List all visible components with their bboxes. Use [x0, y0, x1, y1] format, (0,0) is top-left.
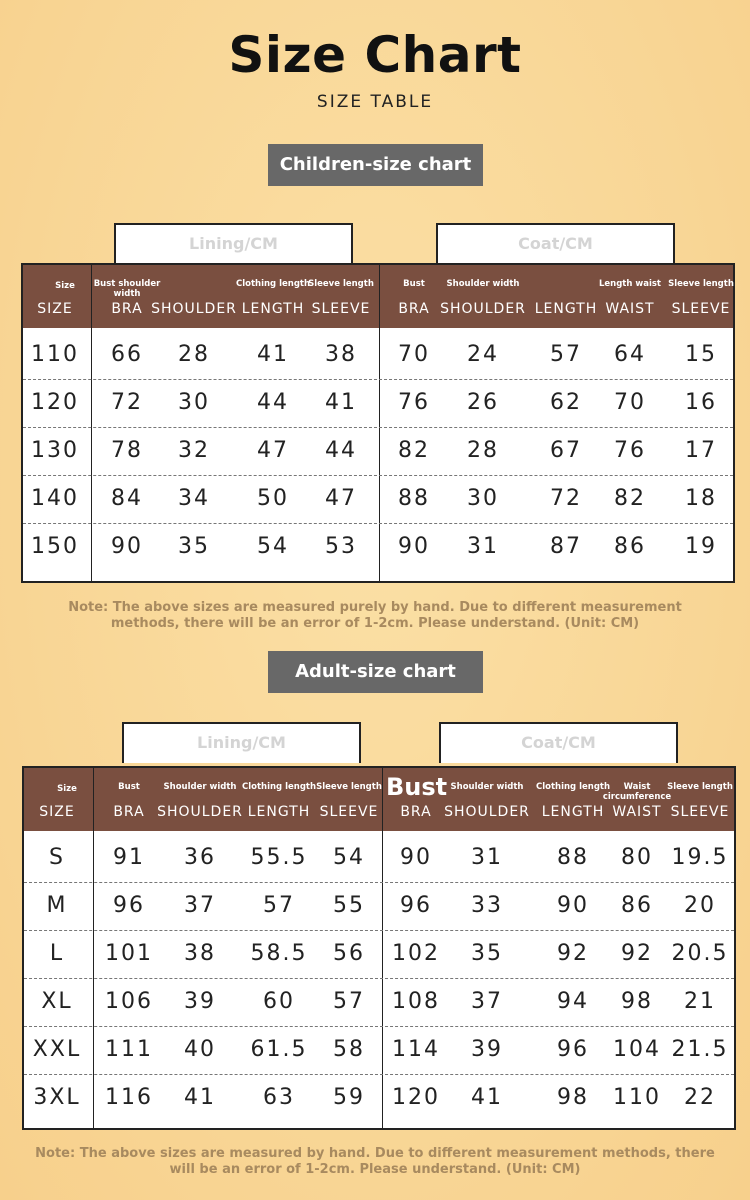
children-coat-tab: Coat/CM [436, 223, 675, 264]
measurement-cell: 114 [392, 1037, 440, 1062]
measurement-cell: 31 [471, 845, 503, 870]
measurement-cell: 38 [184, 941, 216, 966]
adult-header-note-4: Sleeve length [316, 782, 382, 792]
measurement-cell: 106 [105, 989, 153, 1014]
children-header-label-4: SLEEVE [311, 301, 371, 317]
table-row [23, 523, 733, 571]
size-cell: 120 [31, 390, 79, 415]
measurement-cell: 28 [467, 438, 499, 463]
measurement-cell: 41 [184, 1085, 216, 1110]
table-row [23, 475, 733, 523]
measurement-cell: 70 [398, 342, 430, 367]
measurement-cell: 47 [325, 486, 357, 511]
measurement-cell: 35 [178, 534, 210, 559]
measurement-cell: 41 [257, 342, 289, 367]
children-header-note-3: Clothing length [235, 279, 311, 289]
measurement-cell: 53 [325, 534, 357, 559]
measurement-cell: 33 [471, 893, 503, 918]
children-note-line-2: methods, there will be an error of 1-2cm. Please understand. (Unit: CM) [110, 616, 640, 631]
measurement-cell: 72 [111, 390, 143, 415]
measurement-cell: 44 [325, 438, 357, 463]
measurement-cell: 24 [467, 342, 499, 367]
measurement-cell: 30 [467, 486, 499, 511]
measurement-cell: 16 [685, 390, 717, 415]
measurement-cell: 80 [621, 845, 653, 870]
size-cell: XL [41, 989, 73, 1014]
measurement-cell: 101 [105, 941, 153, 966]
measurement-cell: 87 [550, 534, 582, 559]
measurement-cell: 40 [184, 1037, 216, 1062]
measurement-cell: 20.5 [671, 941, 729, 966]
adult-coat-tab: Coat/CM [439, 722, 678, 763]
children-lining-tab: Lining/CM [114, 223, 353, 264]
size-cell: M [46, 893, 68, 918]
size-cell: XXL [32, 1037, 82, 1062]
measurement-cell: 90 [111, 534, 143, 559]
measurement-cell: 22 [684, 1085, 716, 1110]
measurement-cell: 15 [685, 342, 717, 367]
adult-header-label-7: LENGTH [541, 804, 605, 820]
children-header-note-0: Size [55, 281, 75, 291]
measurement-cell: 35 [471, 941, 503, 966]
table-row [24, 834, 734, 882]
measurement-cell: 82 [398, 438, 430, 463]
measurement-cell: 19 [685, 534, 717, 559]
measurement-cell: 70 [614, 390, 646, 415]
size-cell: S [49, 845, 65, 870]
adult-lining-tab: Lining/CM [122, 722, 361, 763]
table-row [23, 379, 733, 427]
measurement-cell: 111 [105, 1037, 153, 1062]
measurement-cell: 44 [257, 390, 289, 415]
adult-header-label-9: SLEEVE [670, 804, 730, 820]
measurement-cell: 18 [685, 486, 717, 511]
adult-header-label-8: WAIST [612, 804, 662, 820]
adult-header-note-8: Waist circumference [602, 782, 672, 802]
measurement-cell: 39 [471, 1037, 503, 1062]
table-row [24, 930, 734, 978]
measurement-cell: 88 [398, 486, 430, 511]
measurement-cell: 90 [398, 534, 430, 559]
measurement-cell: 104 [613, 1037, 661, 1062]
table-row [24, 1026, 734, 1074]
adult-header-note-9: Sleeve length [667, 782, 733, 792]
measurement-cell: 56 [333, 941, 365, 966]
measurement-cell: 108 [392, 989, 440, 1014]
measurement-cell: 96 [400, 893, 432, 918]
measurement-cell: 90 [400, 845, 432, 870]
children-size-chart-badge: Children-size chart [268, 144, 483, 186]
measurement-cell: 34 [178, 486, 210, 511]
measurement-cell: 57 [263, 893, 295, 918]
children-header-note-4: Sleeve length [308, 279, 374, 289]
measurement-cell: 54 [333, 845, 365, 870]
measurement-cell: 36 [184, 845, 216, 870]
measurement-cell: 86 [614, 534, 646, 559]
children-header-note-6: Shoulder width [446, 279, 520, 289]
table-row [23, 331, 733, 379]
measurement-cell: 39 [184, 989, 216, 1014]
adult-header-label-2: SHOULDER [157, 804, 243, 820]
measurement-cell: 116 [105, 1085, 153, 1110]
measurement-cell: 82 [614, 486, 646, 511]
measurement-cell: 76 [398, 390, 430, 415]
measurement-cell: 62 [550, 390, 582, 415]
adult-header-label-5: BRA [400, 804, 432, 820]
measurement-cell: 26 [467, 390, 499, 415]
measurement-cell: 57 [550, 342, 582, 367]
children-note-line-1: Note: The above sizes are measured purely by hand. Due to different measurement [68, 600, 682, 615]
measurement-cell: 61.5 [250, 1037, 308, 1062]
measurement-cell: 92 [557, 941, 589, 966]
measurement-cell: 84 [111, 486, 143, 511]
measurement-cell: 57 [333, 989, 365, 1014]
measurement-cell: 41 [325, 390, 357, 415]
measurement-cell: 19.5 [671, 845, 729, 870]
children-header-note-5: Bust [403, 279, 425, 289]
measurement-cell: 76 [614, 438, 646, 463]
measurement-cell: 91 [113, 845, 145, 870]
measurement-cell: 50 [257, 486, 289, 511]
adult-header-note-2: Shoulder width [163, 782, 237, 792]
measurement-cell: 98 [557, 1085, 589, 1110]
children-header-label-3: LENGTH [241, 301, 305, 317]
measurement-cell: 20 [684, 893, 716, 918]
measurement-cell: 58 [333, 1037, 365, 1062]
measurement-cell: 28 [178, 342, 210, 367]
measurement-cell: 17 [685, 438, 717, 463]
adult-note-line-2: will be an error of 1-2cm. Please understand. (Unit: CM) [169, 1162, 581, 1177]
table-row [24, 882, 734, 930]
children-header-label-2: SHOULDER [151, 301, 237, 317]
children-table-header [23, 265, 733, 328]
adult-header-note-1: Bust [118, 782, 140, 792]
measurement-cell: 58.5 [250, 941, 308, 966]
size-cell: 140 [31, 486, 79, 511]
size-cell: 3XL [33, 1085, 81, 1110]
adult-size-chart-badge: Adult-size chart [268, 651, 483, 693]
size-cell: 150 [31, 534, 79, 559]
table-row [24, 1074, 734, 1122]
page-title: Size Chart [228, 26, 522, 84]
measurement-cell: 98 [621, 989, 653, 1014]
size-cell: L [49, 941, 65, 966]
adult-size-table [22, 766, 736, 1130]
measurement-cell: 21 [684, 989, 716, 1014]
measurement-cell: 64 [614, 342, 646, 367]
measurement-cell: 72 [550, 486, 582, 511]
adult-note [30, 1146, 720, 1178]
table-row [23, 427, 733, 475]
children-header-note-1: Bust shoulder width [93, 279, 161, 299]
children-header-label-1: BRA [111, 301, 143, 317]
adult-header-note-3: Clothing length [241, 782, 317, 792]
children-size-table [21, 263, 735, 583]
children-note [40, 600, 710, 632]
measurement-cell: 32 [178, 438, 210, 463]
measurement-cell: 120 [392, 1085, 440, 1110]
page-subtitle: SIZE TABLE [316, 92, 434, 112]
measurement-cell: 30 [178, 390, 210, 415]
children-header-label-6: SHOULDER [440, 301, 526, 317]
measurement-cell: 92 [621, 941, 653, 966]
measurement-cell: 55 [333, 893, 365, 918]
measurement-cell: 47 [257, 438, 289, 463]
measurement-cell: 31 [467, 534, 499, 559]
measurement-cell: 90 [557, 893, 589, 918]
children-header-note-9: Sleeve length [668, 279, 734, 289]
measurement-cell: 59 [333, 1085, 365, 1110]
measurement-cell: 67 [550, 438, 582, 463]
table-row [24, 978, 734, 1026]
children-header-note-8: Length waist [598, 279, 661, 289]
measurement-cell: 94 [557, 989, 589, 1014]
adult-table-header [24, 768, 734, 831]
measurement-cell: 86 [621, 893, 653, 918]
children-header-label-0: SIZE [37, 301, 73, 317]
measurement-cell: 37 [184, 893, 216, 918]
adult-header-note-7: Clothing length [535, 782, 611, 792]
measurement-cell: 102 [392, 941, 440, 966]
children-header-label-7: LENGTH [534, 301, 598, 317]
measurement-cell: 63 [263, 1085, 295, 1110]
adult-header-label-1: BRA [113, 804, 145, 820]
adult-header-label-3: LENGTH [247, 804, 311, 820]
children-header-label-5: BRA [398, 301, 430, 317]
measurement-cell: 110 [613, 1085, 661, 1110]
measurement-cell: 78 [111, 438, 143, 463]
measurement-cell: 96 [113, 893, 145, 918]
measurement-cell: 21.5 [671, 1037, 729, 1062]
adult-header-label-4: SLEEVE [319, 804, 379, 820]
measurement-cell: 66 [111, 342, 143, 367]
measurement-cell: 41 [471, 1085, 503, 1110]
adult-header-label-0: SIZE [39, 804, 75, 820]
adult-note-line-1: Note: The above sizes are measured by hand. Due to different measurement methods, there [35, 1146, 715, 1161]
adult-bust-overlay-label: Bust [386, 773, 448, 801]
measurement-cell: 38 [325, 342, 357, 367]
size-cell: 130 [31, 438, 79, 463]
children-header-label-9: SLEEVE [671, 301, 731, 317]
adult-header-note-0: Size [57, 784, 77, 794]
measurement-cell: 54 [257, 534, 289, 559]
adult-header-label-6: SHOULDER [444, 804, 530, 820]
adult-header-note-6: Shoulder width [450, 782, 524, 792]
size-cell: 110 [31, 342, 79, 367]
measurement-cell: 88 [557, 845, 589, 870]
measurement-cell: 55.5 [250, 845, 308, 870]
measurement-cell: 37 [471, 989, 503, 1014]
measurement-cell: 60 [263, 989, 295, 1014]
measurement-cell: 96 [557, 1037, 589, 1062]
children-header-label-8: WAIST [605, 301, 655, 317]
